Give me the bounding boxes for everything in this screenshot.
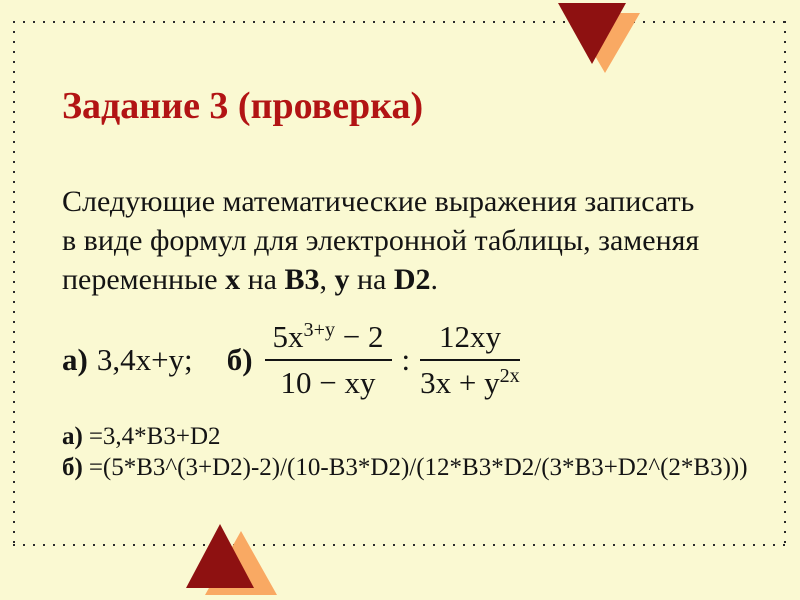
- variable-x: x: [225, 263, 241, 296]
- task-line-2: в виде формул для электронной таблицы, заменяя: [62, 224, 700, 257]
- expression-a-formula: 3,4x+y;: [96, 342, 193, 377]
- answer-a-label: а): [62, 423, 83, 450]
- answer-a: [62, 423, 221, 451]
- variable-y: y: [334, 263, 350, 296]
- slide-title: Задание 3 (проверка): [62, 85, 424, 127]
- math-expressions: [62, 312, 520, 408]
- dotted-border-top: [13, 21, 786, 23]
- fraction-2-denominator: [420, 361, 520, 401]
- task-description: [62, 182, 699, 299]
- fraction-1-numerator: [265, 319, 392, 361]
- fraction-1: [265, 319, 392, 401]
- text-segment: переменные: [62, 263, 226, 296]
- answer-a-formula: =3,4*B3+D2: [88, 423, 221, 450]
- division-colon: :: [401, 342, 411, 377]
- dotted-border-left: [13, 21, 15, 546]
- task-line-1: Следующие математические выражения записать: [62, 185, 695, 218]
- fraction-2: [420, 319, 520, 401]
- answer-b-formula: =(5*B3^(3+D2)-2)/(10-B3*D2)/(12*B3*D2/(3*B3+D2^(2*B3))): [88, 454, 748, 481]
- fraction-1-denominator: 10 − xy: [280, 365, 376, 400]
- text-segment: ,: [319, 263, 335, 296]
- dotted-border-bottom: [13, 544, 786, 546]
- answer-b: [62, 454, 748, 482]
- cell-d2: D2: [393, 263, 431, 296]
- fraction-2-numerator: 12xy: [420, 319, 520, 361]
- task-line-3: [62, 263, 438, 296]
- den-exponent: 2x: [499, 364, 520, 387]
- text-segment: на: [240, 263, 285, 296]
- dotted-border-right: [784, 21, 786, 546]
- text-segment: на: [349, 263, 394, 296]
- expression-b-label: б): [226, 342, 253, 377]
- den-base: 3x + y: [420, 365, 500, 400]
- text-segment: .: [430, 263, 439, 296]
- cell-b3: B3: [284, 263, 320, 296]
- num-base: 5x: [272, 319, 304, 354]
- num-rest: − 2: [335, 319, 384, 354]
- expression-a-label: а): [62, 342, 88, 377]
- answer-b-label: б): [62, 454, 83, 481]
- num-exponent: 3+y: [303, 318, 336, 341]
